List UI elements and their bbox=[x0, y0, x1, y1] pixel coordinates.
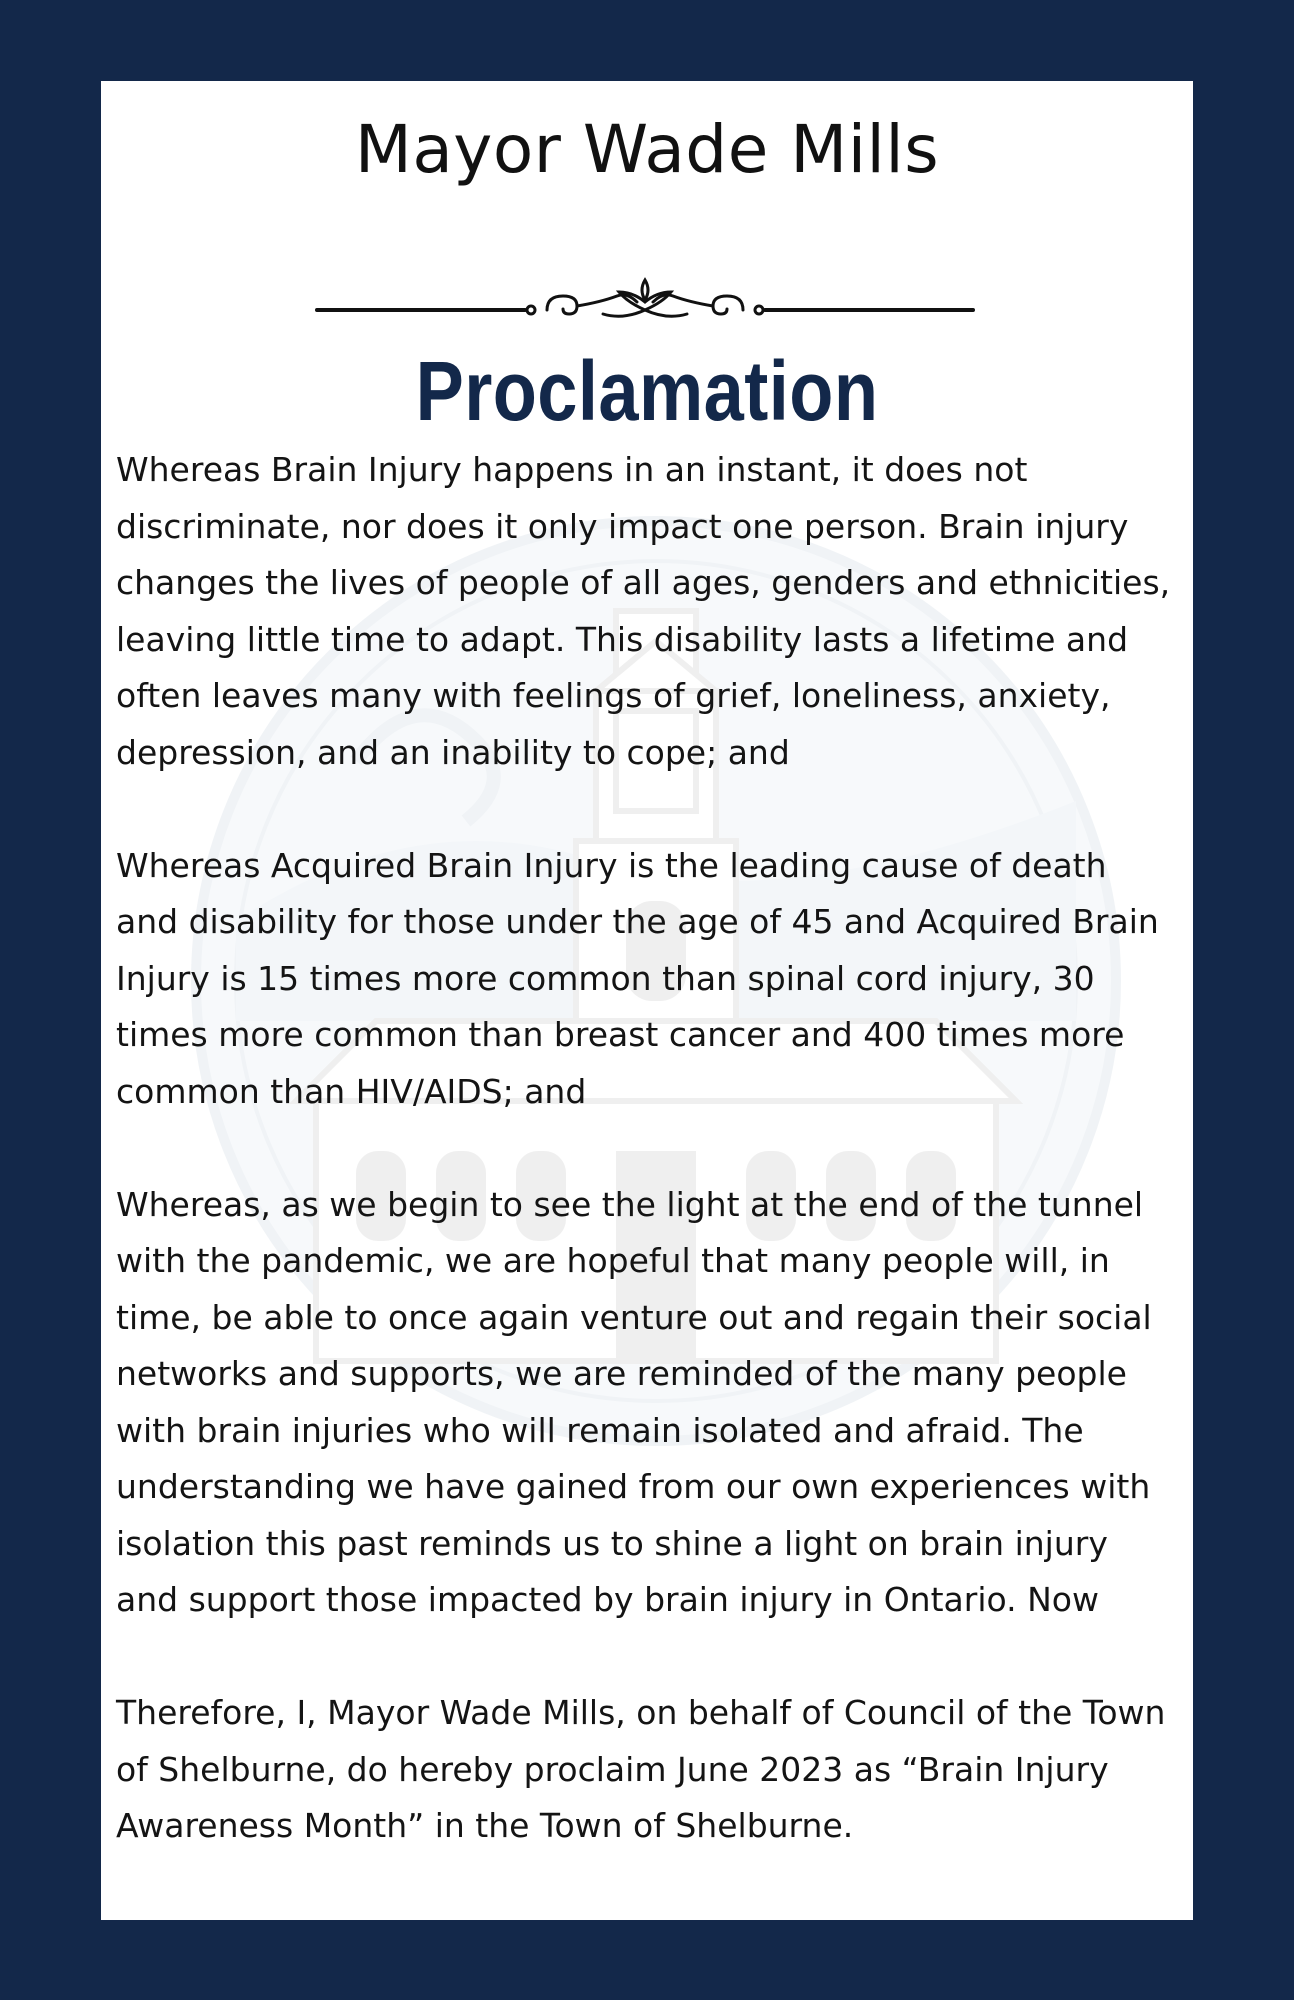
proclamation-heading: Proclamation bbox=[415, 344, 879, 438]
text-line: depression, and an inability to cope; and bbox=[116, 732, 790, 772]
text-line: often leaves many with feelings of grief, loneliness, anxiety, bbox=[116, 676, 1111, 715]
text-line: discriminate, nor does it only impact one person. Brain injury bbox=[116, 506, 1129, 546]
mayor-title: Mayor Wade Mills bbox=[354, 111, 940, 188]
text-line: and disability for those under the age of 45 and Acquired Brain bbox=[116, 902, 1159, 941]
whereas-paragraph-2 bbox=[116, 838, 1193, 1121]
text-line: isolation this past reminds us to shine a light on brain injury bbox=[116, 1523, 1108, 1563]
therefore-paragraph bbox=[116, 1685, 1193, 1855]
text-line: Whereas, as we begin to see the light at the end of the tunnel bbox=[116, 1184, 1144, 1224]
text-line: time, be able to once again venture out and regain their social bbox=[116, 1297, 1152, 1337]
proclamation-body bbox=[116, 442, 1193, 1855]
text-line: times more common than breast cancer and 400 times more bbox=[116, 1015, 1125, 1054]
text-line: Whereas Acquired Brain Injury is the leading cause of death bbox=[116, 845, 1107, 885]
text-line: and support those impacted by brain injury in Ontario. Now bbox=[116, 1580, 1099, 1619]
text-line: with the pandemic, we are hopeful that many people will, in bbox=[116, 1241, 1110, 1280]
text-line: understanding we have gained from our own experiences with bbox=[116, 1467, 1151, 1506]
text-line: with brain injuries who will remain isolated and afraid. The bbox=[116, 1410, 1084, 1450]
text-line: common than HIV/AIDS; and bbox=[116, 1071, 587, 1111]
text-line: Whereas Brain Injury happens in an instant, it does not bbox=[116, 450, 1028, 489]
text-line: Injury is 15 times more common than spinal cord injury, 30 bbox=[116, 958, 1095, 998]
text-line: networks and supports, we are reminded of the many people bbox=[116, 1354, 1127, 1393]
text-line: of Shelburne, do hereby proclaim June 2023 as “Brain Injury bbox=[116, 1749, 1109, 1789]
text-line: Therefore, I, Mayor Wade Mills, on behalf of Council of the Town bbox=[116, 1693, 1166, 1732]
whereas-paragraph-3 bbox=[116, 1177, 1193, 1629]
whereas-paragraph-1 bbox=[116, 442, 1193, 781]
proclamation-card bbox=[101, 81, 1193, 1920]
text-line: changes the lives of people of all ages, genders and ethnicities, bbox=[116, 563, 1171, 602]
flourish-divider-icon bbox=[313, 276, 977, 326]
text-line: Awareness Month” in the Town of Shelburne. bbox=[116, 1806, 854, 1845]
text-line: leaving little time to adapt. This disability lasts a lifetime and bbox=[116, 619, 1129, 659]
